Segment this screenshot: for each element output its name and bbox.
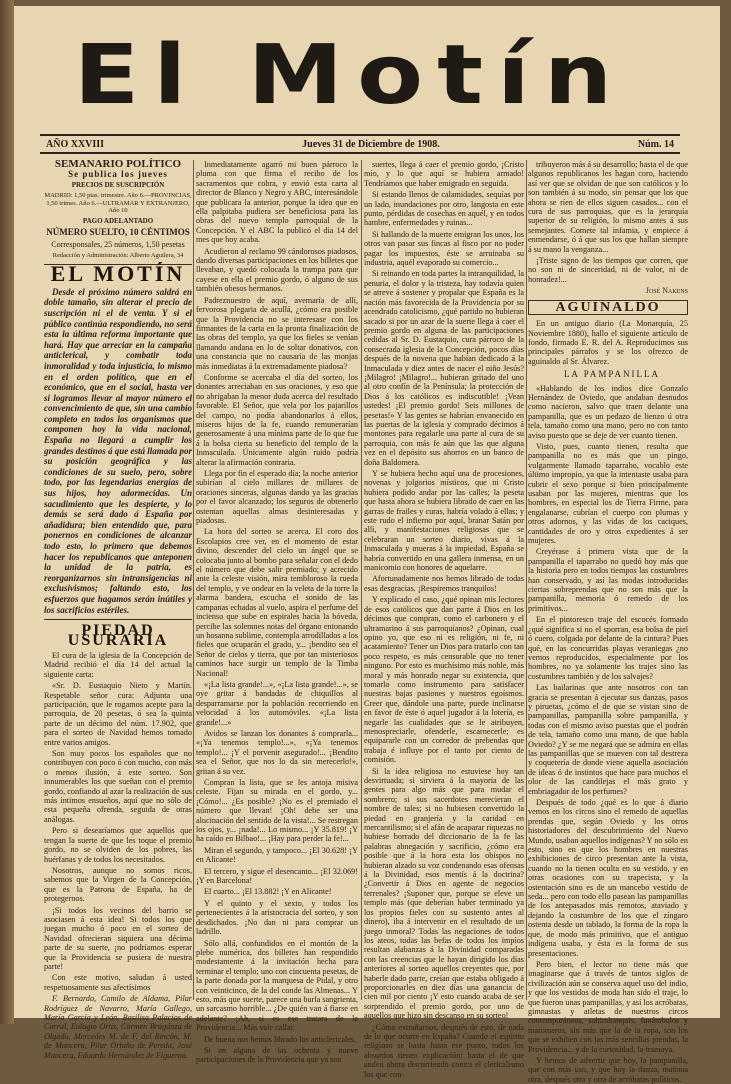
article-paragraph: «¡La lista grande!...», «¡La lista grande!...», se oye gritar á bandadas de chiquillos al desparramarse por la población recorriendo en velocidad á los automóviles. «¡La lista grande!...»: [196, 679, 358, 727]
section-title-aguinaldo: AGUINALDO: [528, 300, 688, 315]
signers-list: F. Bernardo, Camilo de Aldama, Pilar Rodríguez de Navarro, María Gallego, María García y León, Basilisa Palacios de Carral, Eulogio Ortiz, Carmen Bragánza de Olgado, Mercedes M. de F. del Rincón, M. de Mancera, Pilar Ortuño de Pereda, José Mancera, Eduardo Hernández de Figueroa.: [44, 994, 192, 1060]
administration-address: Redacción y Administración: Alberto Aguilera, 34: [52, 251, 184, 259]
article-paragraph: Si estando llenos de calamidades, sequías por un lado, inundaciones por otro, langosta en este punto, pérdidas de cosechas en aquél, y en todos hambre, enfermedades y ruinas...: [364, 190, 524, 228]
article-paragraph: ¡Si todos los vecinos del barrio se asociasen á esta idea! Si todos los que juegan mucho ó poco en el sorteo de Navidad ofrecieran siquiera una décima parte de su suerte, ¡no podríamos esperar que la Providencia se pusiera de nuestra parte!: [44, 905, 192, 971]
subscription-header: SEMANARIO POLÍTICO: [54, 158, 182, 170]
article-paragraph: Padreznuestro de aquí, avemaría de allí, fervorosa plegaria de acullá, ¿cómo era posible que la Providencia no se interesase con los firmantes de la carta en la pronta finalización de las obras del templo, ya que los fieles se venían llamando andana en lo de soltar donativos, con una constancia que no causaría de las monjas más inmediatas á la extremadamente piadosa?: [196, 295, 358, 371]
article-paragraph: Y el quinto y el sexto, y todos los pertenecientes á la aristocracia del sorteo, y son desdichados. ¡No dan ni para comprar un ladrillo.: [196, 898, 358, 937]
article-paragraph: tribuyeron más á su desarrollo; hasta el de que algunos republicanos les hagan coro, haciendo así ver que se olvidan de que son católicos y lo son también á su modo, sin pensar que los que ahora se ríen de ellos siguen casados... con el cura de sus parroquias, que es la jerarquía superior de su religión, lo mismo antes á sus semejantes. Comete tal infamia, y empiece á enmendarse, ó á que sus los que hallan siempre á su mano la venganza...: [528, 160, 688, 254]
section-title-el-motin: EL MOTÍN: [50, 261, 186, 287]
article-paragraph: De buena nos hemos librado los anticlericales.: [204, 1034, 357, 1044]
divider: [44, 619, 192, 620]
article-paragraph: Si hallando de la muerte emigran los unos, los otros van pasar sus fincas al fisco por no poder pagar los impuestos, éste se arruinaba su industria, aquél evaporado su comercio...: [364, 229, 524, 268]
article-paragraph: Y explicado el caso, ¿qué opinan mis lectores de esos católicos que dan parte á Dios en los décimos que compran, como el carbonero y el ultramarino á sus parroquianos? ¿Opinan, cual opino yo, que eso ni es religión, ni fe, ni acatamiento? Tener un Dios para tratarlo con tan poco respeto, es más censurable que no tener ninguno. Por esto es muchísimo más noble, más moral y más honrado negar su existencia, que tomarlo como instrumento para satisfacer nuestras bajas pasiones y nuestros egoísmos. Creer que, dándole una parte, puede inclinarse en favor de éste ó aquel jugador á la lotería, es negarle las cualidades que se le atribuyen, menospreciarle, ofenderle, escarnecerle; es equipararle con un corredor de prebendas que trabaja é influye por el tanto por ciento de comisión.: [364, 595, 524, 765]
article-paragraph: Después de todo ¿qué es lo que á diario vemos en los circos sino el remedo de aquellas prendas que, según Oviedo y los otros historiadores del descubrimiento del Nuevo Mundo, usaban aquellos indígenas? Y no sólo en esto, sino en que los hombres en nuestras exhibiciones de circo presentan ante la vista, cuando no la tienen oculta en su vestido, y en otras ocasiones con su trapecista, y la ostentación sino es de un mancebo vestido de seda... pero con todo ello pasean las pampanillas de los antepasados más remotos, ataviado y dejando la costumbre de los que el zíngaro ostenta desde un tablado, la forma de la ropa la que, de modo más primitivo, que el antiguo indígena usaba, y ésta es la forma de sus presentaciones.: [528, 798, 688, 958]
article-paragraph: Inmediatamente agarró mi buen párroco la pluma con que firma el recibo de los sacramentos que cobra, y envió esta carta al director de Blanco y Negro y ABC, interesándole que publicara la anterior, porque la idea que en ella palpitaba pudiera ser beneficiosa para las obras del nuevo templo parroquial de la Concepción. Y el ABC la publicó el día 14 del mes que hoy acaba.: [196, 160, 358, 245]
article-paragraph: «Sr. D. Eustaquio Nieto y Martín. Respetable señor cura: Adjunta una participación, que le rogamos acepte para la parroquia, de 20 pesetas, ó sea la quinta parte de un décimo del núm. 17.902, que para el sorteo de Navidad hemos tomado entre varios amigos.: [44, 681, 192, 747]
editorial-italic: Desde el próximo número saldrá en doble tamaño, sin alterar el precio de suscripción ni el de venta. Y si el público continúa respondiendo, no será esta la última reforma importante que hará. Hay que arreciar en la campaña anticlerical, y combatir toda inmoralidad y toda injusticia, lo mismo en el orden político, que en el económico, que en el social, hasta ver si logramos llevar al mayor número el convencimiento de que, sin una cambio completo en todos los organismos que componen hoy la vida nacional, España no llegará a cumplir los grandes destinos á que está llamada por su posición geográfica y las condiciones de su suelo, pero, sobre todo, por las legendarias energías de sus hijos, hoy adormecidas. Un sacudimiento que les despierte, y lo demás se será dado á España por añadidura; bien entendido que, para ponernos en condiciones de alcanzar todo esto, lo primero que debemos hacer los republicanos que anteponen la unidad de la patria, es reorganizarnos sin intransigencias ni exclusivismos; faltando esto, los esfuerzos que hagamos serán inútiles y los sacrificios estériles.: [44, 286, 193, 615]
article-paragraph: La hora del sorteo se acerca. El coro dos Escolapios cree ver, en el momento de estar divino, descender del cielo un ángel que se colocaba junto al bombo para señalar con el dedo el número que debe salir premiado; y acrecido ante la celeste visión, mira tembloroso la rueda del templo, y ve ondear en la veleta de la torre la alarma bandera, escucha el sonido de las campanas echadas al vuelo, aspira el perfume del incienso que sube en espirales hacia la bóveda, percibe las solemnes notas del órgano entonando un hosanna sublime, contempla arrodillados a los fieles que ocuparán el grado, y... ¡bendito sea el Señor de cielos y tierra, que por tan misteriosos caminos hace surgir un templo de la Timba Nacional!: [196, 527, 358, 678]
dateline-number: Núm. 14: [637, 138, 674, 150]
article-paragraph: Si la idea religiosa no estuviese hoy tan desvirtuada; si sirviera á la mayoría de las gentes para algo más que para mudar el sombrero; si sus sacerdotes merecieran el nombre de tales; si no hubiesen convertido la piedad en granjería y la caridad en mercantilismo; si el afán de acaparar riquezas no hubiese borrado del diccionario de la fe las palabras abnegación y sacrificio, ¿cómo era posible que á la hora esta los obispos no hubieran alzado su voz condenando esas ofensas á la Divinidad, esos mentís á la doctrina? ¿Convertir á Dios en agente de negocios terrenales? ¡Suponer que, porque se eleve un templo más (que deberían haber terminado ya los propios fieles con su sustento antes al dinero), iba á intervenir en el resultado de un juego inmoral? Todas las negaciones de todos los ateos, todas las befas de todos los impíos resultan alabanzas á la Divinidad comparadas con las creencias que le hayan dirigido los días anteriores al sorteo aquellos creyentes que, por haberle dado parte, creían que estaba obligado á proporcionarles en diez días una ganancia de cien mil por ciento ¡Y esto cuando acaba de ser sorprendido el premio gordo, por uno de aquellos que hizo sin descanso en su sorteo!: [364, 766, 524, 1021]
dateline: [40, 134, 680, 154]
article-paragraph: El cura de la iglesia de la Concepción de Madrid recibió el día 14 del actual la siguiente carta:: [44, 650, 192, 679]
payment-note: PAGO ADELANTADO: [82, 216, 154, 225]
article-paragraph: Miran el segundo, y tampoco... ¡El 30.628! ¡Y en Alicante!: [196, 845, 358, 865]
section-title-piedad-usuraria: PIEDAD USURARIA: [67, 622, 169, 649]
article-paragraph: Pero si desearíamos que aquellos que tengan la suerte de que les toque el premio gordo, no se olviden de los pobres, las huérfanas y de todos los necesitados.: [44, 826, 192, 864]
article-paragraph: ¿Cómo extrañarnos, después de esto, de nada de lo que ocurre en España? Cuando el espíritu religioso se basta hasta ese punto, todos los absurdos tienen explicación: hasta el de que anden ahora discurriendo contra el clericalismo los que con-: [364, 1022, 524, 1079]
article-paragraph: Nosotros, aunque no somos ricos, sabemos que la Virgen de la Concepción, que es la Patrona de España, ha de protegernos.: [44, 865, 192, 904]
article-paragraph: suertes, llega á caer el premio gordo, ¡Cristo mío, y lo que aquí se hubiera armado! Tendríamos que haber emigrado en seguida.: [364, 160, 524, 188]
article-paragraph: ¡Triste signo de los tiempos que corren, que no son ni de sinceridad, ni de valor, ni de honradez!...: [528, 256, 688, 284]
prices-text: MADRID: 1,50 ptas. trimestre. Año 6.—PROVINCIAS, 1,50 trimes. Año 6.—ULTRAMAR Y EXTRANJERO, Año 10: [44, 192, 192, 215]
article-paragraph: El tercero, y sigue el desencanto... ¡El 32.069! ¡Y en Barcelona!: [196, 866, 358, 886]
correspondents-price: Corresponsales, 25 números, 1,50 pesetas: [51, 239, 185, 249]
column-rule: [193, 160, 194, 1000]
subsection-title-pampanilla: LA PAMPANILLA: [563, 369, 661, 380]
dateline-date: Jueves 31 de Diciembre de 1908.: [302, 138, 440, 150]
column-2: [196, 160, 358, 1065]
article-paragraph: Y hemos de advertir que hoy, la pampanilla, que con más uso, y que hoy la danza, mañana otra, después otra y otra de acróbatas políticos.: [528, 1055, 688, 1084]
article-paragraph: El cuarto... ¡El 13.882! ¡Y en Alicante!: [204, 887, 332, 897]
article-paragraph: Con este motivo, saludan á usted respetuosamente sus afectísimos: [44, 973, 192, 992]
article-paragraph: Compran la lista, que se les antoja misiva celeste. Fijan su mirada en el gordo, y... ¡Cómo!... ¿Es posible? ¡No es el premiado el número que llevan! ¡Oh! debe ser una alucinación del sentido de la vista!... Se restregan los ojos, y... ¡nada!... Lo mismo... ¡Y 35.819! ¡Y ha caído en Bilbao!... ¡Hay para perder la fe!...: [196, 778, 358, 844]
article-paragraph: Y se hubiera hecho aquí una de procesiones, novenas y jolgorios místicos, que ni Cristo hubiera podido andar por las calles; la peseta que hasta ahora se hubiera librado de caer en las garras de frailes y curas, habría volado á ellas; y este rudo el infierno por aquí, branar Satán por allí, y manifestaciones religiosas que se celebraran un sorteo diario, vivas á la Inmaculada y mueras á la impiedad, España se habría convertido en una gallera inmensa, en un manicomio con honores de aquelarre.: [364, 469, 524, 573]
article-paragraph: Visto, pues, cuanto tienen, resulta que pampanilla no es más que un pingo, vulgarmente llamado taparrabo, vocablo este último impropio, ya que la intentaste usaba para cubrir el sexo porque si bien principalmente usaban por las mujeres, mientras que los hombres, en especial los de Tierra Firme, para engalanarse, cubrían el cuerpo con plumas y otros adornos, y las vidas de los caciques, cantidades de oro y otros expedientes á ser mujeres.: [528, 441, 688, 546]
article-paragraph: Llega por fin el esperado día; la noche anterior subirían al cielo millares de millares de oraciones sinceras, algunas dando ya las gracias por el favor alcanzado; los seguros de obtenerlo ostentan aquellas almas desinteresadas y piadosas.: [196, 469, 358, 526]
single-issue-price: NÚMERO SUELTO, 10 CÉNTIMOS: [46, 227, 190, 238]
binding-gutter: [0, 0, 14, 1024]
author-signature: José Nakens: [645, 286, 688, 296]
column-rule: [526, 160, 527, 1000]
masthead: [60, 20, 640, 130]
column-4: [528, 160, 688, 1084]
article-paragraph: Acudieron al reclamo 99 cándorosos piadosos, dando diversas participaciones en los billetes que llevaban, y quedó colocada la trampa para que cayese en ella el premio gordo, ó alguno de sus también obesos hermanos.: [196, 246, 358, 294]
article-paragraph: Creyérase á primera vista que de la pampanilla el taparrabo no quedó hoy más que la historia pero en todos tiempos las costumbres han conservado, y así las modas introducidas ciertas sobreprendas que no son más que la pampanilla, memoria ó remedo de los primitivos...: [528, 547, 688, 613]
column-rule: [361, 160, 362, 1000]
article-paragraph: Avidos se lanzan los donantes á comprarla... «¡Ya tenemos templo!...», «¡Ya tenemos templo!... ¡Y el porvenir asegurado!... ¡Bendito sea el Señor, que nos lo da sin merecerlo!», gritan á su vez.: [196, 728, 358, 776]
article-paragraph: En un antiguo diario (La Monarquía, 25 Noviembre 1880), hallo el siguiente artículo de fondo, firmado E. R. del A. Reproducimos sus principales párrafos y se los ofrezco de aguinaldo al Sr. Álvarez.: [528, 319, 688, 366]
article-paragraph: «Hablando de los indios dice Gonzalo Hernández de Oviedo, que andaban desnudos como nacieron, salvo que traen delante una pampanilla, que es un pedazo de lienzo ú otra tela, tamaño como una mano, pero no con tanto aviso puesto que se deje de ver cuanto tienen.: [528, 383, 688, 440]
article-paragraph: Pero bien, el lector no tiene más que imaginarse que á través de tantos siglos de civilización aún se conserva aquel uso del indio, y que los vestidos de moda han sido el traje, lo que fueron unas pampanillas, y así los acróbatas, gimnastas y atletas de nuestros circos contemporáneos, saltimbanquis, funámbulos y maromeros, sin más que la de la ropa, son los que se exhiben con las más sencillas prendas, la Providencia... y de la curiosidad, la tramoya.: [528, 959, 688, 1054]
dateline-year: AÑO XXVIII: [46, 138, 105, 150]
masthead-title: El Motín: [73, 27, 627, 123]
article-paragraph: Las bailarinas que ante nosotros con tan gracia se presentan á ejecutar sus danzas, pasos y piruetas, ¿cómo el de que se vistan sino de pampanillas, pampanilla sobre pampanilla, y todas con el mismo aviso puestas que el podrán de tela, tamaño como una mano, de que habla Oviedo? ¿Y se me negará que se admira en ellas las pampanillas que se mueven con tal destreza y coquetería de donde viene aquella asociación de ideas ó de instintos que hace para muchos el olor de las candilejas el más grato y embriagador de los perfumes?: [528, 683, 688, 796]
article-paragraph: Conforme se acercaba el día del sorteo, los donantes arreciaban en sus oraciones, y eso que no abrigaban la menor duda acerca del resultado favorable. El Señor, que vela por los pajarillos del campo, no podía abandonarlos á ellos, míseros hijos de la fe, cuando remunerarían generosamente á una mínima parte de lo que fue á la bolsa cierta su beneficio del templo de la Inmaculada. Únicamente algún ruido podría alterar la afirmación contraria.: [196, 372, 358, 467]
article-paragraph: Si en alguna de las ochenta y nueve participaciones de la Providencia que ya son: [196, 1045, 358, 1065]
prices-heading: PRECIOS DE SUSCRIPCIÓN: [71, 180, 165, 189]
article-paragraph: Afortunadamente nos hemos librado de todas esas desgracias. ¡Respiremos tranquilos!: [364, 574, 524, 593]
article-paragraph: En el pintoresco traje del escocés formado ¿qué significa si no el sporran, esa bolsa de piel ó cuero, colgada por delante de la cintura? Pues qué, en las concurridas playas veraniegas ¿no vemos reproducidos, especialmente por los hombres, no ya solamente los trajes sino las costumbres también y de los salvajes?: [528, 615, 688, 681]
column-1: [44, 158, 193, 1060]
publication-day: Se publica los jueves: [68, 169, 168, 180]
column-3: [364, 160, 524, 1079]
article-paragraph: Si reinando en toda partes la intranquilidad, la penuria, el dolor y la tristeza, hay todavía quien se atreve á sostener y propalar que España es la nación más favorecida de la Providencia por su acendrado catolicismo, ¿qué partido no hubieran sacado si por un azar de la suerte llega á caer el premio gordo en alguna de las participaciones cedidas al Sr. D. Eustaquio, cura párroco de la consecrada iglesia de la Concepción, pocos días después de la novena que habían dedicado á la Inmaculada y diez antes de nacer el niño Jesús? ¡Milagro! ¡Milagro!... hubieran gritado del uno al otro confín de la Península; la protección de Dios á los católicos es indiscutible! ¡Vean ustedes! ¡El premio gordo! Seis millones de pesetas!» Y las gentes se habrían envanecido en las puertas de la iglesia y comprado décimos á montones para regalarle una parte al cura de su parroquia, con más fe aún que las que alguna vez en el depósito sus ahorros en un banco de doña Baldomera.: [364, 269, 524, 467]
article-paragraph: Sólo allá, confundidos en el montón de la plebe numérica, dos billetes han respondido modestamente á la invitación hecha para terminar el templo; uno con cincuenta pesetas, de la parte donada por la marquesa de Pidal, y otro con veinticinco, de la del conde las Almenas... Y esto, más que suerte, parece una burla sangrienta, un sarcasmo horrible... ¿De quién van á fiarse en adelante? ¡Ah, si es ese tratara de la Providencia... Más vale callar.: [196, 938, 358, 1033]
article-paragraph: Son muy pocos los españoles que no contribuyen con poco ó con mucho, con más o menos ilusión, á este sorteo. Son innumerables los que sueñan con el premio gordo, confiando al azar la realización de sus más íntimos ensueños, aquí que no sólo de esta pequeña ofrenda, seguida de otras análogas.: [44, 749, 192, 824]
